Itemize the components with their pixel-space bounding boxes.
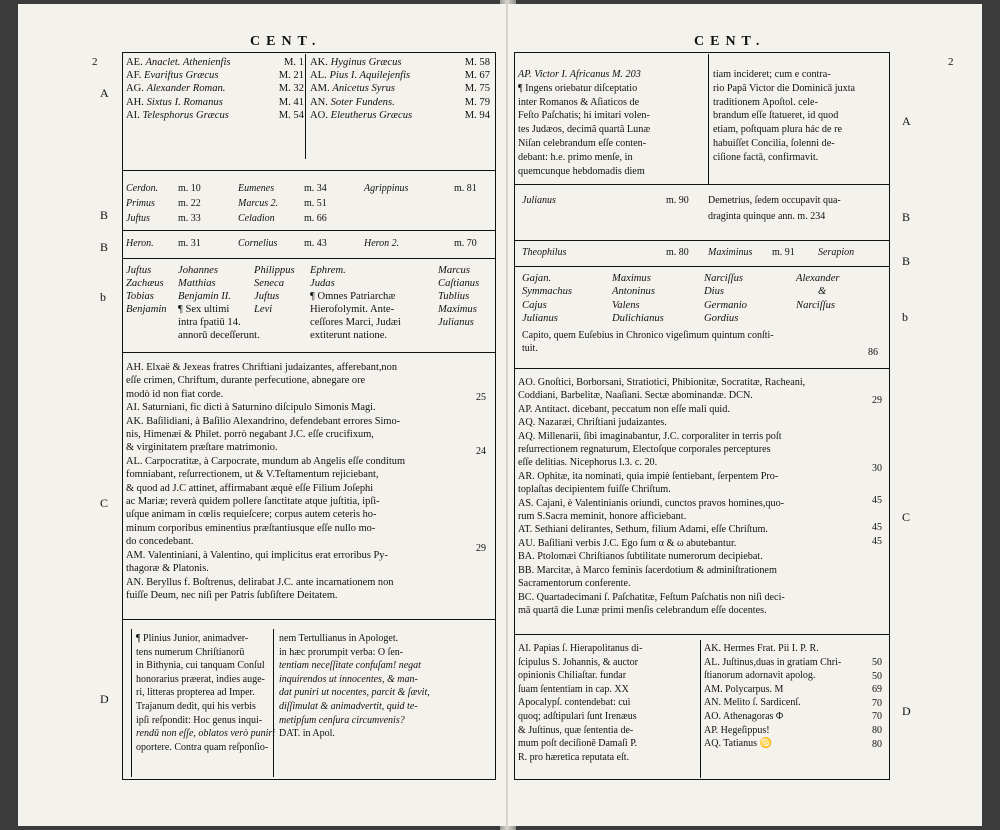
ampersand: & (818, 286, 827, 298)
text-line: DAT. in Apol. (279, 728, 335, 740)
bishop-name: Levi (254, 304, 273, 315)
bishop-months: m. 81 (454, 183, 477, 194)
left-page (18, 4, 506, 826)
bishops-col-2 (178, 264, 260, 342)
row-label-B: B (902, 210, 911, 224)
row-divider (514, 240, 890, 241)
row-label-B: B (100, 240, 109, 254)
bishop-name: Heron. (126, 238, 154, 249)
writers-numbers (858, 656, 882, 751)
bishop-name: Juftus (126, 265, 152, 276)
text-line: mā quartā die Lunæ primi menſis celebrandum eſſe docentes. (518, 604, 767, 616)
row-divider (514, 184, 890, 185)
column-divider (708, 54, 709, 184)
text-line: nem Tertullianus in Apologet. (279, 633, 399, 644)
bishop-name: Philippus (254, 265, 295, 276)
text-line: AP. Hegeſippus! (704, 724, 770, 736)
text-line: eſſe delitias. Nicephorus l.3. c. 20. (518, 457, 658, 469)
pope-entry: AF. Evariftus Græcus (126, 70, 219, 82)
text-line: Feſto Paſchatis; hi imitari volen- (518, 110, 650, 122)
capito-line-1: Capito, quem Euſebius in Chronico vigeſimum quintum conſti- (522, 330, 774, 341)
bishops-col-5 (438, 264, 479, 329)
bishop-name: Heron 2. (364, 238, 400, 249)
text-line: thagoræ & Platonis. (126, 563, 209, 575)
row-label-D: D (902, 704, 911, 718)
reference-number: 80 (872, 724, 882, 736)
reference-number: 25 (476, 392, 486, 403)
bishop-months: m. 34 (304, 183, 327, 194)
note-line: intra fpatiū 14. (178, 317, 241, 328)
reference-number: 30 (872, 463, 882, 474)
popes-column-2-months (448, 56, 490, 122)
row-divider (514, 266, 890, 267)
pope-entry: AG. Alexander Roman. (126, 83, 226, 95)
capito-line-2: tuit. (522, 343, 538, 354)
text-line: R. pro hæretica reputata eſt. (518, 751, 630, 763)
row-label-C: C (902, 510, 911, 524)
month-value: M. 94 (464, 109, 490, 121)
text-line: Sacramentorum conferente. (518, 578, 631, 590)
month-value: M. 75 (464, 83, 490, 95)
right-page-header: CENT. (694, 34, 766, 49)
bishop-months: m. 22 (178, 198, 201, 209)
pope-entry: AM. Anicetus Syrus (310, 83, 396, 95)
bishop-name: Theophilus (522, 247, 567, 258)
text-line: BC. Quartadecimani ſ. Paſchatitæ, Feſtum Paſchatis non niſi deci- (518, 591, 785, 603)
bishop-name: Benjamin (126, 304, 167, 315)
text-line: tiam incideret; cum e contra- (713, 69, 831, 80)
text-line: eſſe crimen, Chriftum, durante perfecutione, abnegare ore (126, 375, 366, 387)
papias-note (518, 642, 642, 764)
reference-number: 70 (872, 711, 882, 723)
month-value: M. 32 (278, 83, 304, 95)
text-line: fuiſſe Deum, nec niſi per Patris ſubſiſtere Deitatem. (126, 589, 338, 601)
text-line: brandum eſſe ſtatueret, id quod (713, 110, 839, 122)
text-line: mum poſt deciſionē Damaſi P. (518, 738, 638, 750)
month-value: M. 58 (464, 57, 490, 68)
bishop-name: Juftus (254, 291, 280, 302)
text-line: AK. Baſilidiani, à Baſilio Alexandrino, defendebant errores Simo- (126, 415, 401, 427)
month-value: M. 21 (278, 70, 304, 82)
text-line: nis, Himenæi & Philet. porrò negabant J.C. eſſe crucifixum, (126, 429, 374, 441)
text-line: AM. Polycarpus. M (704, 683, 784, 695)
bishop-name: Tublius (438, 291, 470, 302)
note-line: ¶ Omnes Patriarchæ (310, 291, 396, 302)
bishop-name: Narciſſus (796, 299, 836, 311)
reference-number: 45 (872, 495, 882, 506)
text-line: ipſi reſpondit: Hoc genus inqui- (136, 714, 263, 726)
text-line: quoq; adſtipulari ſunt Irenæus (518, 710, 637, 722)
bishop-name: Dius (704, 286, 725, 298)
bishop-name: Judas (310, 278, 335, 289)
bishop-name: Juftus (126, 213, 150, 224)
month-value: M. 79 (464, 96, 490, 108)
bishop-name: Gajan. (522, 273, 552, 284)
bishop-name: Julianus (522, 313, 558, 325)
bishop-months: m. 66 (304, 213, 327, 224)
pope-entry: AH. Sixtus I. Romanus (126, 96, 223, 108)
reference-number: 45 (872, 536, 882, 547)
text-line: honorarius præerat, indies auge- (136, 673, 265, 685)
bishop-months: m. 51 (304, 198, 327, 209)
text-line: AS. Cajani, è Valentinianis oriundi, cunctos pravos homines,quo- (518, 497, 785, 509)
text-line: Apocalypſ. contendebat: cui (518, 697, 631, 709)
pope-entry: AE. Anaclet. Athenienfis (126, 57, 231, 68)
bishop-months: m. 10 (178, 183, 201, 194)
text-line: AT. Sethiani delirantes, Sethum, filium Adami, eſſe Chriſtum. (518, 524, 768, 536)
text-line: AH. Elxaë & Jexeas fratres Chriftiani judaizantes, afferebant,non (126, 362, 398, 373)
text-line: ¶ Plinius Junior, animadver- (136, 633, 249, 644)
text-line: AO. Gnoſtici, Borborsani, Stratiotici, Phibionitæ, Socratitæ, Racheani, (518, 377, 806, 388)
left-page-number: 2 (92, 56, 98, 68)
right-page-number: 2 (948, 56, 954, 68)
bishop-name: Alexander (796, 273, 840, 284)
month-value: M. 67 (464, 70, 490, 82)
bishop-name: Gordius (704, 313, 739, 325)
text-line: in hæc prorumpit verba: O ſen- (279, 646, 404, 658)
row-label-B: B (100, 208, 109, 222)
text-line: tentiam neceſſitate confuſam! negat (279, 660, 421, 672)
popes-column-2 (310, 56, 412, 122)
victor-note-left (518, 68, 650, 178)
row-label-b: b (100, 290, 106, 304)
bishop-months: m. 90 (666, 195, 689, 206)
bishop-months: m. 91 (772, 247, 795, 258)
text-line: modò id non fiat corde. (126, 388, 224, 400)
pope-entry: AL. Pius I. Aquilejenfis (310, 70, 411, 82)
text-line: AU. Baſiliani verbis J.C. Ego ſum α & ω abutebantur. (518, 537, 737, 549)
popes-column-1 (126, 56, 231, 122)
row-divider (122, 258, 496, 259)
column-divider (305, 54, 306, 159)
text-line: & quod ad J.C attinet, affirmabant æquè eſſe Filium Joſephi (126, 482, 374, 494)
text-line: in Bithynia, cui tanquam Conſul (136, 660, 265, 672)
writers-list (704, 642, 841, 751)
row-divider (122, 230, 496, 231)
row-divider (122, 619, 496, 620)
bishop-name: Ephrem. (310, 265, 346, 276)
text-line: do concedebant. (126, 536, 194, 548)
text-line: AQ. Tatianus ♋ (704, 738, 772, 750)
column-divider (131, 629, 132, 777)
reference-number: 50 (872, 670, 882, 682)
victor-note-right (713, 68, 855, 165)
text-line: AQ. Millenarii, ſibi imaginabantur, J.C. corporaliter in terris poſt (518, 430, 782, 442)
bishop-name: Dulichianus (612, 313, 664, 325)
pope-entry: AN. Soter Fundens. (310, 96, 395, 108)
text-line: diſſimulat & animadvertit, quid te- (279, 700, 418, 712)
pope-entry: AK. Hyginus Græcus (310, 57, 402, 68)
reference-number: 45 (872, 522, 882, 533)
bishop-name: Eumenes (238, 183, 275, 194)
reference-number: 29 (872, 395, 882, 406)
reference-number: 50 (872, 657, 882, 668)
month-value: M. 1 (283, 57, 304, 68)
bishop-name: Primus (126, 198, 155, 209)
reference-number: 29 (476, 543, 486, 554)
popes-column-1-months (268, 56, 304, 122)
bishop-name: Maximinus (708, 247, 753, 258)
note-line: extiterunt natione. (310, 330, 388, 341)
text-line: ſtianorum adornavit apolog. (704, 670, 816, 682)
text-line: dat puniri ut nocentes, parcit & ſævit, (279, 687, 430, 699)
bishop-name: Tobias (126, 291, 154, 302)
text-line: AP. Antitact. dicebant, peccatum non eſſe mali quid. (518, 403, 730, 415)
bishop-name: Germanio (704, 299, 747, 311)
reference-number: 69 (872, 684, 882, 696)
text-line: minum corporibus eminentius præſtantiusque eſſe nullo mo- (126, 522, 376, 534)
text-line: AN. Melito ſ. Sardicenſ. (704, 697, 801, 709)
bishop-name: Celadion (238, 213, 275, 224)
bishop-name: Zachæus (126, 278, 164, 289)
text-line: traditionem Apoſtol. cele- (713, 96, 818, 108)
heresies-block (126, 361, 405, 602)
reference-number: 70 (872, 697, 882, 709)
bishops-col-4 (310, 264, 401, 342)
row-label-D: D (100, 692, 109, 706)
bishop-months: m. 31 (178, 238, 201, 249)
text-line: & Juſtinus, quæ ſententia de- (518, 724, 634, 736)
bishop-name: Maximus (612, 273, 651, 284)
demetrius-line-2: draginta quinque ann. m. 234 (708, 211, 826, 222)
bishop-name: Serapion (818, 247, 855, 258)
text-line: Coddiani, Barbelitæ, Naaſiani. Sectæ abominandæ. DCN. (518, 390, 753, 402)
text-line: ciſione factā, confirmavit. (713, 151, 819, 163)
reference-number: 80 (872, 738, 882, 750)
text-line: AI. Saturniani, fic dicti à Saturnino diſcipulo Simonis Magi. (126, 402, 376, 414)
bishop-months: m. 43 (304, 238, 327, 249)
text-line: rio Papā Victor die Dominicā juxta (713, 82, 856, 94)
text-line: debant: h.e. primo menſe, in (518, 151, 633, 163)
text-line: Trajanum dedit, qui his verbis (136, 700, 256, 712)
heresies-block (518, 376, 805, 617)
bishop-months: m. 80 (666, 247, 689, 258)
text-line: AL. Carpocratitæ, à Carpocrate, mundum ab Angelis eſſe conditum (126, 455, 406, 467)
text-line: AN. Beryllus f. Boſtrenus, delirabat J.C. ante incarnationem non (126, 576, 394, 588)
bishop-name: Agrippinus (364, 183, 409, 194)
bishop-name: Symmachus (522, 286, 573, 298)
text-line: etiam, poſtquam plura hác de re (713, 124, 842, 136)
bishop-months: m. 33 (178, 213, 201, 224)
pliny-note-right (279, 632, 430, 741)
bishop-name: Cornelius (238, 238, 278, 249)
text-line: habuiſſet Concilia, ſolenni de- (713, 137, 835, 149)
text-line: rendū non eſſe, oblatos verò puniri (136, 728, 276, 740)
bishop-name: Cerdon. (126, 183, 159, 194)
text-line: AK. Hermes Frat. Pii I. P. R. (704, 643, 819, 654)
row-divider (514, 368, 890, 369)
note-line: annorū deceſſerunt. (178, 330, 260, 341)
bishops-col-3 (704, 272, 747, 326)
text-line: fomniabant, reſurrectionem, ut & V.Teſtamentum rejiciebant, (126, 469, 379, 481)
text-line: AM. Valentiniani, à Valentino, qui implicitus erat erroribus Py- (126, 549, 388, 561)
note-line: Hierofolymit. Ante- (310, 304, 395, 315)
text-line: AR. Ophitæ, ita nominati, quia impiè ſentiebant, ſerpentem Pro- (518, 470, 779, 482)
row-divider (514, 634, 890, 635)
text-line: inter Romanos & Aſiaticos de (518, 96, 640, 108)
bishop-name: Marcus 2. (238, 198, 279, 209)
text-line: & virginitatem præſtare matrimonio. (126, 442, 278, 454)
text-line: quemcunque hebdomadis diem (518, 165, 645, 177)
demetrius-line-1: Demetrius, ſedem occupavit qua- (708, 195, 841, 206)
right-page (508, 4, 982, 826)
bishops-col-4 (796, 272, 840, 312)
bishop-name: Matthias (178, 278, 216, 289)
month-value: M. 54 (278, 109, 304, 121)
text-line: AL. Juſtinus,duas in gratiam Chri- (704, 656, 842, 668)
text-line: opinionis Chiliaſtar. fundar (518, 670, 627, 682)
pliny-note-left (136, 632, 275, 754)
bishop-name: Antoninus (612, 286, 655, 298)
text-line: AQ. Nazaræi, Chriſtiani judaizantes. (518, 417, 667, 429)
row-divider (122, 170, 496, 171)
pope-entry: AI. Telesphorus Græcus (126, 109, 229, 121)
text-line: BB. Marcitæ, à Marco feminis ſacerdotium & adminiſtrationem (518, 564, 777, 576)
bishops-col-3 (254, 264, 295, 316)
text-line: AO. Athenagoras Φ (704, 710, 784, 722)
bishop-name: Seneca (254, 278, 284, 289)
text-line: ri, litteras propterea ad Imper. (136, 687, 255, 699)
bishop-name: Valens (612, 299, 640, 311)
text-line: tes Judæos, decimâ quartâ Lunæ (518, 124, 651, 136)
pope-entry: AO. Eleutherus Græcus (310, 109, 413, 121)
text-line: AP. Victor I. Africanus M. 203 (518, 69, 641, 80)
row-label-A: A (902, 114, 911, 128)
text-line: metipſum cenſura circumvenis? (279, 714, 405, 726)
note-line: ceſſores Marci, Judæi (310, 317, 401, 328)
row-label-C: C (100, 496, 109, 510)
text-line: tens numerum Chriſtianorū (136, 646, 245, 658)
bishop-name: Julianus (438, 317, 474, 328)
text-line: inquirendos ut innocentes, & man- (279, 673, 418, 685)
text-line: ¶ Ingens oriebatur diſceptatio (518, 82, 638, 94)
text-line: ac Mariæ; reverà quidem pollere ſanctitate atque juſtitia, ipſi- (126, 496, 380, 508)
bishop-name: Narciſſus (704, 273, 744, 284)
text-line: uſque animam in cœlis requieſcere; corpus autem ceteris ho- (126, 509, 377, 521)
bishops-col-2 (612, 272, 664, 326)
text-line: oportere. Contra quam reſponſio- (136, 741, 269, 753)
text-line: ſcipulus S. Johannis, & auctor (518, 656, 638, 668)
text-line: Niſan celebrandum eſſe conten- (518, 137, 647, 149)
text-line: rum S.Sacra meminit, honore afficiebant. (518, 511, 687, 523)
row-divider (122, 352, 496, 353)
bishops-col-1 (126, 264, 167, 316)
text-line: AI. Papias ſ. Hierapolitanus di- (518, 643, 643, 654)
note-line: ¶ Sex ultimi (178, 304, 230, 315)
column-divider (700, 640, 701, 778)
text-line: toplaſtas decipientem fuiſſe Chriſtum. (518, 484, 671, 496)
row-label-b: b (902, 310, 908, 324)
reference-number: 24 (476, 446, 486, 457)
bishop-name: Johannes (178, 265, 219, 276)
row-label-B: B (902, 254, 911, 268)
reference-number: 86 (868, 347, 878, 358)
bishop-name: Caſtianus (438, 278, 480, 289)
bishop-name: Benjamin II. (178, 291, 231, 302)
bishop-name: Maximus (438, 304, 477, 315)
bishop-name: Marcus (438, 265, 470, 276)
left-page-header: CENT. (250, 34, 322, 49)
bishop-months: m. 70 (454, 238, 477, 249)
bishop-name: Cajus (522, 299, 547, 311)
bishops-col-1 (522, 272, 572, 326)
month-value: M. 41 (278, 96, 304, 108)
bishop-name: Julianus (522, 195, 556, 206)
row-label-A: A (100, 86, 109, 100)
text-line: BA. Ptolomæi Chriſtianos ſubtilitate numerorum decipiebat. (518, 551, 763, 563)
text-line: reſurrectionem regnaturum, Electoſque corporales perceptures (518, 444, 771, 456)
text-line: ſuam ſententiam in cap. XX (518, 683, 629, 695)
